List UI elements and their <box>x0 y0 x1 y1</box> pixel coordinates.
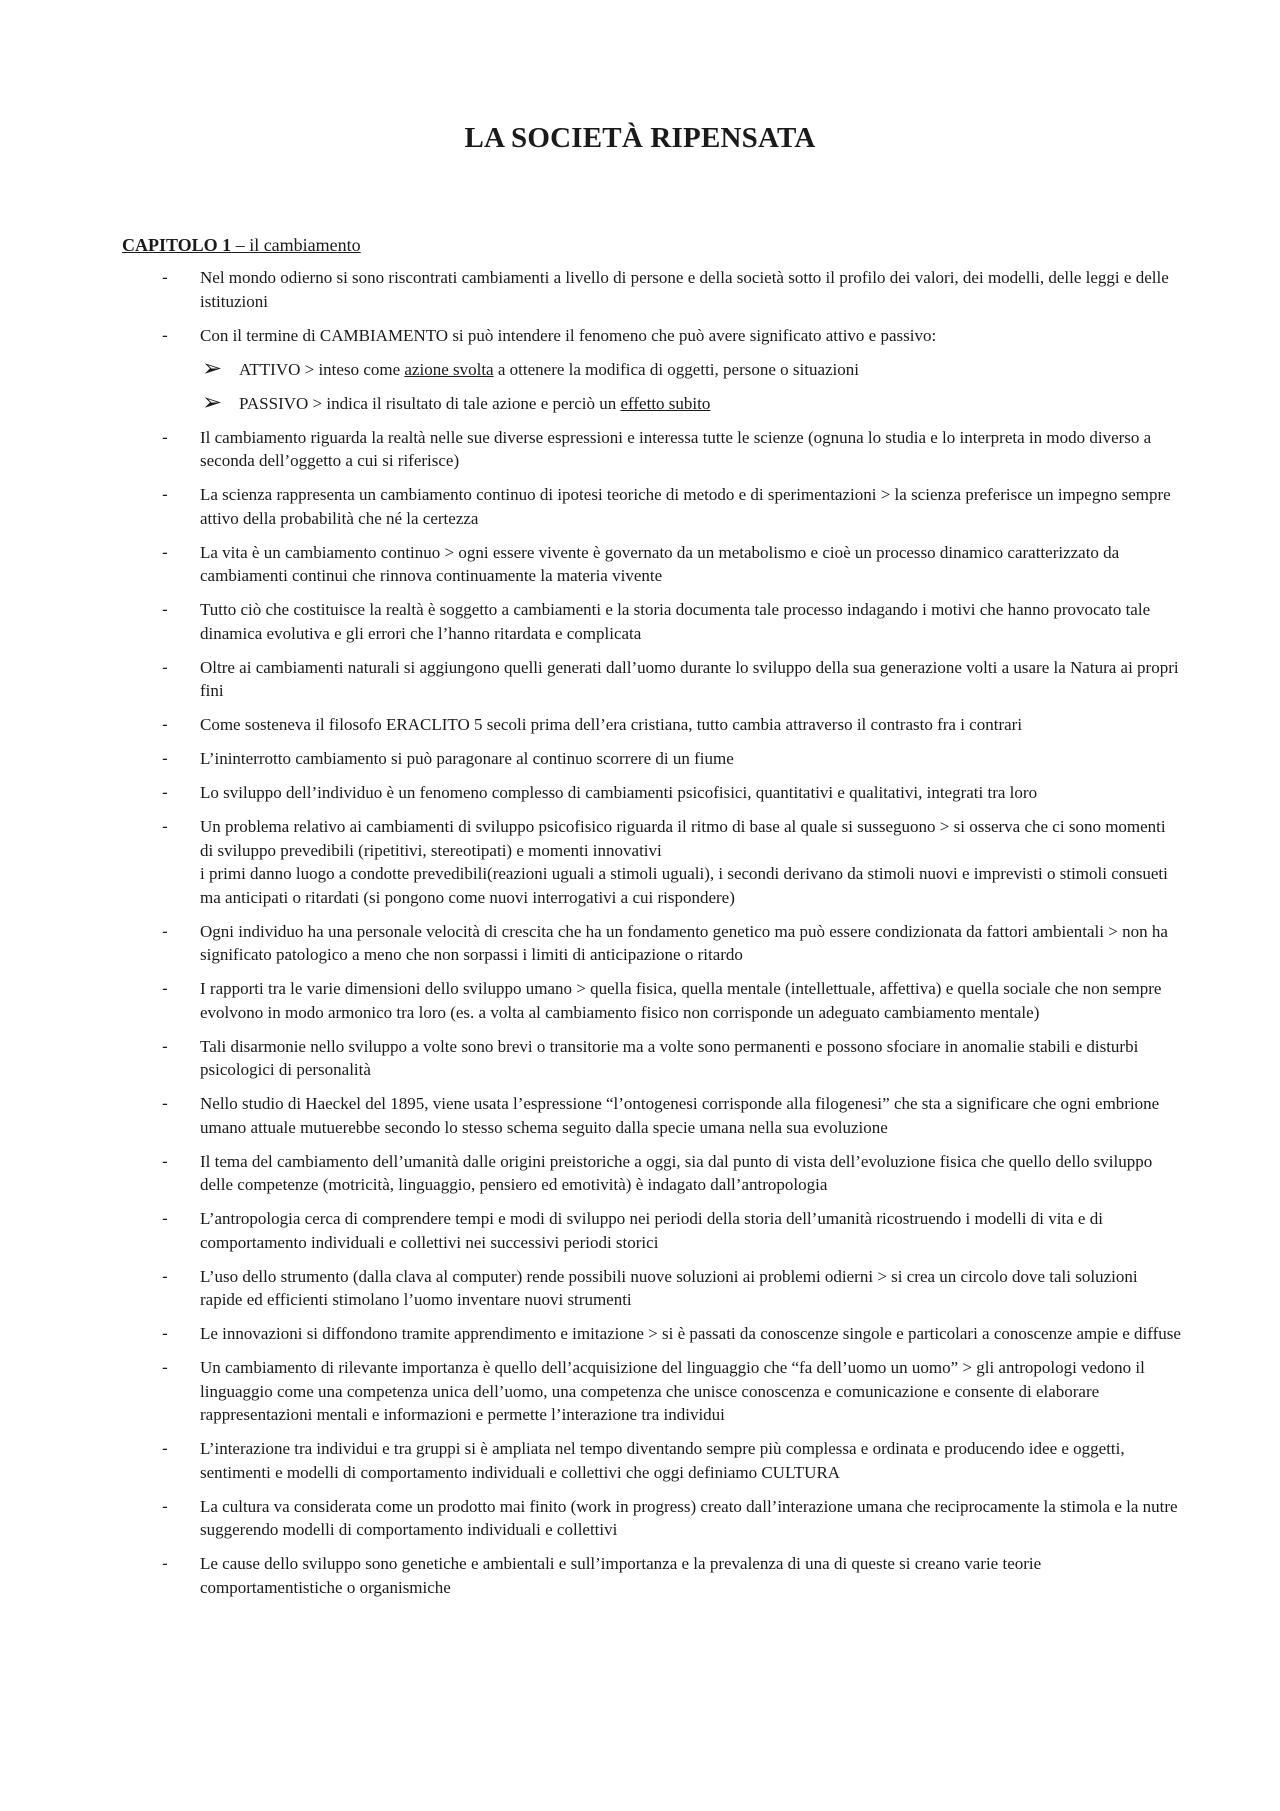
list-item <box>122 1265 1182 1312</box>
list-item <box>122 815 1182 909</box>
dash-bullet: - <box>162 600 168 619</box>
list-item <box>122 1356 1182 1427</box>
arrow-bullet-icon: ➢ <box>202 353 223 382</box>
list-item <box>122 1437 1182 1484</box>
dash-bullet: - <box>162 427 168 447</box>
dash-bullet: - <box>162 749 168 768</box>
dash-bullet: - <box>162 268 168 287</box>
underlined-term: azione svolta <box>404 359 494 379</box>
list-item-text: Come sosteneva il filosofo ERACLITO 5 secoli prima dell’era cristiana, tutto cambia attraverso il contrasto fra i contrari <box>200 715 1023 734</box>
list-item <box>122 1092 1182 1139</box>
sub-item-text-end: a ottenere la modifica di oggetti, persone o situazioni <box>493 359 859 379</box>
sub-list-item <box>122 387 1182 416</box>
chapter-label: CAPITOLO 1 <box>122 235 232 255</box>
dash-bullet: - <box>162 1358 168 1377</box>
list-item-text: Oltre ai cambiamenti naturali si aggiungono quelli generati dall’uomo durante lo sviluppo della sua generazione volti a usare la Natura ai propri fini <box>200 657 1179 700</box>
list-item <box>122 1150 1182 1197</box>
dash-bullet: - <box>162 1324 168 1343</box>
list-item <box>122 747 1182 771</box>
list-item <box>122 1552 1182 1599</box>
list-item <box>122 1207 1182 1254</box>
list-item-text: L’interazione tra individui e tra gruppi si è ampliata nel tempo diventando sempre più complessa e ordinata e producendo idee e oggetti, sentimenti e modelli di comportamento individuali e collettivi che oggi definiamo CULTURA <box>200 1439 1125 1482</box>
arrow-bullet-icon: ➢ <box>202 387 223 416</box>
list-item-text: Le cause dello sviluppo sono genetiche e ambientali e sull’importanza e la prevalenza di una di queste si creano varie teorie comportamentistiche o organismiche <box>200 1554 1042 1597</box>
list-item-text: Il cambiamento riguarda la realtà nelle sue diverse espressioni e interessa tutte le scienze (ognuna lo studia e lo interpreta in modo diverso a seconda dell’oggetto a cui si riferisce) <box>200 427 1152 470</box>
list-item-text: L’uso dello strumento (dalla clava al computer) rende possibili nuove soluzioni ai problemi odierni > si crea un circolo dove tali soluzioni rapide ed efficienti stimolano l’uomo inventare nuovi strumenti <box>200 1266 1138 1309</box>
sub-item-text: PASSIVO > indica il risultato di tale azione e perciò un <box>239 393 621 413</box>
list-item <box>122 656 1182 703</box>
list-item-text: Un problema relativo ai cambiamenti di sviluppo psicofisico riguarda il ritmo di base al quale si susseguono > si osserva che ci sono momenti di sviluppo prevedibili (ripetitivi, stereotipati) e momenti innovativi <box>200 817 1166 860</box>
dash-bullet: - <box>162 715 168 734</box>
dash-bullet: - <box>162 542 168 562</box>
dash-bullet: - <box>162 783 168 802</box>
list-item-text: Con il termine di CAMBIAMENTO si può intendere il fenomeno che può avere significato attivo e passivo: <box>200 325 937 345</box>
dash-bullet: - <box>162 1439 168 1458</box>
list-item-text: L’ininterrotto cambiamento si può paragonare al continuo scorrere di un fiume <box>200 749 734 768</box>
sub-item-text: ATTIVO > inteso come <box>239 359 405 379</box>
dash-bullet: - <box>162 1036 168 1056</box>
list-item <box>122 483 1182 530</box>
list-item <box>122 1322 1182 1346</box>
list-item-text: La scienza rappresenta un cambiamento continuo di ipotesi teoriche di metodo e di sperimentazioni > la scienza preferisce un impegno sempre attivo della probabilità che né la certezza <box>200 485 1171 528</box>
list-item-text: I rapporti tra le varie dimensioni dello sviluppo umano > quella fisica, quella mentale (intellettuale, affettiva) e quella sociale che non sempre evolvono in modo armonico tra loro (es. a volta al cambiamento fisico non corrisponde un adeguato cambiamento mentale) <box>200 979 1162 1022</box>
list-item <box>122 598 1182 645</box>
dash-bullet: - <box>162 817 168 836</box>
dash-bullet: - <box>162 921 168 941</box>
dash-bullet: - <box>162 485 168 504</box>
chapter-separator: – <box>231 235 250 255</box>
list-item <box>122 713 1182 737</box>
list-item <box>122 1035 1182 1082</box>
list-item-text: La vita è un cambiamento continuo > ogni essere vivente è governato da un metabolismo e cioè un processo dinamico caratterizzato da cambiamenti continui che rinnova continuamente la materia vivente <box>200 542 1120 585</box>
list-item-text: Le innovazioni si diffondono tramite apprendimento e imitazione > si è passati da conoscenze singole e particolari a conoscenze ampie e diffuse <box>200 1324 1181 1343</box>
list-item <box>122 426 1182 473</box>
list-item-text: Un cambiamento di rilevante importanza è quello dell’acquisizione del linguaggio che “fa dell’uomo un uomo” > gli antropologi vedono il linguaggio come una competenza unica dell’uomo, una competenza che unisce conoscenza e comunicazione e consente di elaborare rappresentazioni mentali e informazioni e permette l’interazione tra individui <box>200 1358 1145 1424</box>
list-item <box>122 977 1182 1024</box>
list-item-text: La cultura va considerata come un prodotto mai finito (work in progress) creato dall’interazione umana che reciprocamente la stimola e la nutre suggerendo modelli di comportamento individuali e collettivi <box>200 1496 1178 1539</box>
bullet-list <box>122 266 1182 1610</box>
list-item <box>122 920 1182 967</box>
list-item-text: L’antropologia cerca di comprendere tempi e modi di sviluppo nei periodi della storia dell’umanità ricostruendo i modelli di vita e di comportamento individuali e collettivi nei successivi periodi storici <box>200 1209 1103 1252</box>
page-title: LA SOCIETÀ RIPENSATA <box>464 122 816 154</box>
dash-bullet: - <box>162 657 168 677</box>
list-item-text: Nel mondo odierno si sono riscontrati cambiamenti a livello di persone e della società sotto il profilo dei valori, dei modelli, delle leggi e delle istituzioni <box>200 268 1169 311</box>
underlined-term: effetto subito <box>620 393 711 413</box>
chapter-subtitle: il cambiamento <box>249 235 361 255</box>
dash-bullet: - <box>162 1151 168 1171</box>
list-item <box>122 324 1182 348</box>
list-item <box>122 1495 1182 1542</box>
dash-bullet: - <box>162 1496 168 1516</box>
list-item <box>122 541 1182 588</box>
dash-bullet: - <box>162 979 168 998</box>
list-item <box>122 781 1182 805</box>
list-item-text: Nello studio di Haeckel del 1895, viene usata l’espressione “l’ontogenesi corrisponde alla filogenesi” che sta a significare che ogni embrione umano attuale mutuerebbe secondo lo stesso schema seguito dalla specie umana nella sua evoluzione <box>200 1094 1160 1137</box>
dash-bullet: - <box>162 1266 168 1286</box>
list-item-text: Lo sviluppo dell’individuo è un fenomeno complesso di cambiamenti psicofisici, quantitativi e qualitativi, integrati tra loro <box>200 783 1038 802</box>
dash-bullet: - <box>162 325 168 345</box>
list-item-text: Ogni individuo ha una personale velocità di crescita che ha un fondamento genetico ma può essere condizionata da fattori ambientali > non ha significato patologico a meno che non sorpassi i limiti di anticipazione o ritardo <box>200 921 1168 964</box>
sub-list-item <box>122 353 1182 382</box>
dash-bullet: - <box>162 1094 168 1113</box>
list-item-text: Tutto ciò che costituisce la realtà è soggetto a cambiamenti e la storia documenta tale processo indagando i motivi che hanno provocato tale dinamica evolutiva e gli errori che l’hanno ritardata e complicata <box>200 600 1151 643</box>
dash-bullet: - <box>162 1209 168 1228</box>
list-item-text-continued: i primi danno luogo a condotte prevedibili(reazioni uguali a stimoli uguali), i secondi derivano da stimoli nuovi e imprevisti o stimoli consueti ma anticipati o ritardati (si pongono come nuovi interrogativi a cui rispondere) <box>200 864 1168 907</box>
chapter-heading <box>122 235 361 256</box>
dash-bullet: - <box>162 1554 168 1573</box>
list-item-text: Tali disarmonie nello sviluppo a volte sono brevi o transitorie ma a volte sono permanenti e possono sfociare in anomalie stabili e disturbi psicologici di personalità <box>200 1036 1139 1079</box>
list-item <box>122 266 1182 313</box>
list-item-text: Il tema del cambiamento dell’umanità dalle origini preistoriche a oggi, sia dal punto di vista dell’evoluzione fisica che quello dello sviluppo delle competenze (motricità, linguaggio, pensiero ed emotività) è indagato dall’antropologia <box>200 1151 1153 1194</box>
